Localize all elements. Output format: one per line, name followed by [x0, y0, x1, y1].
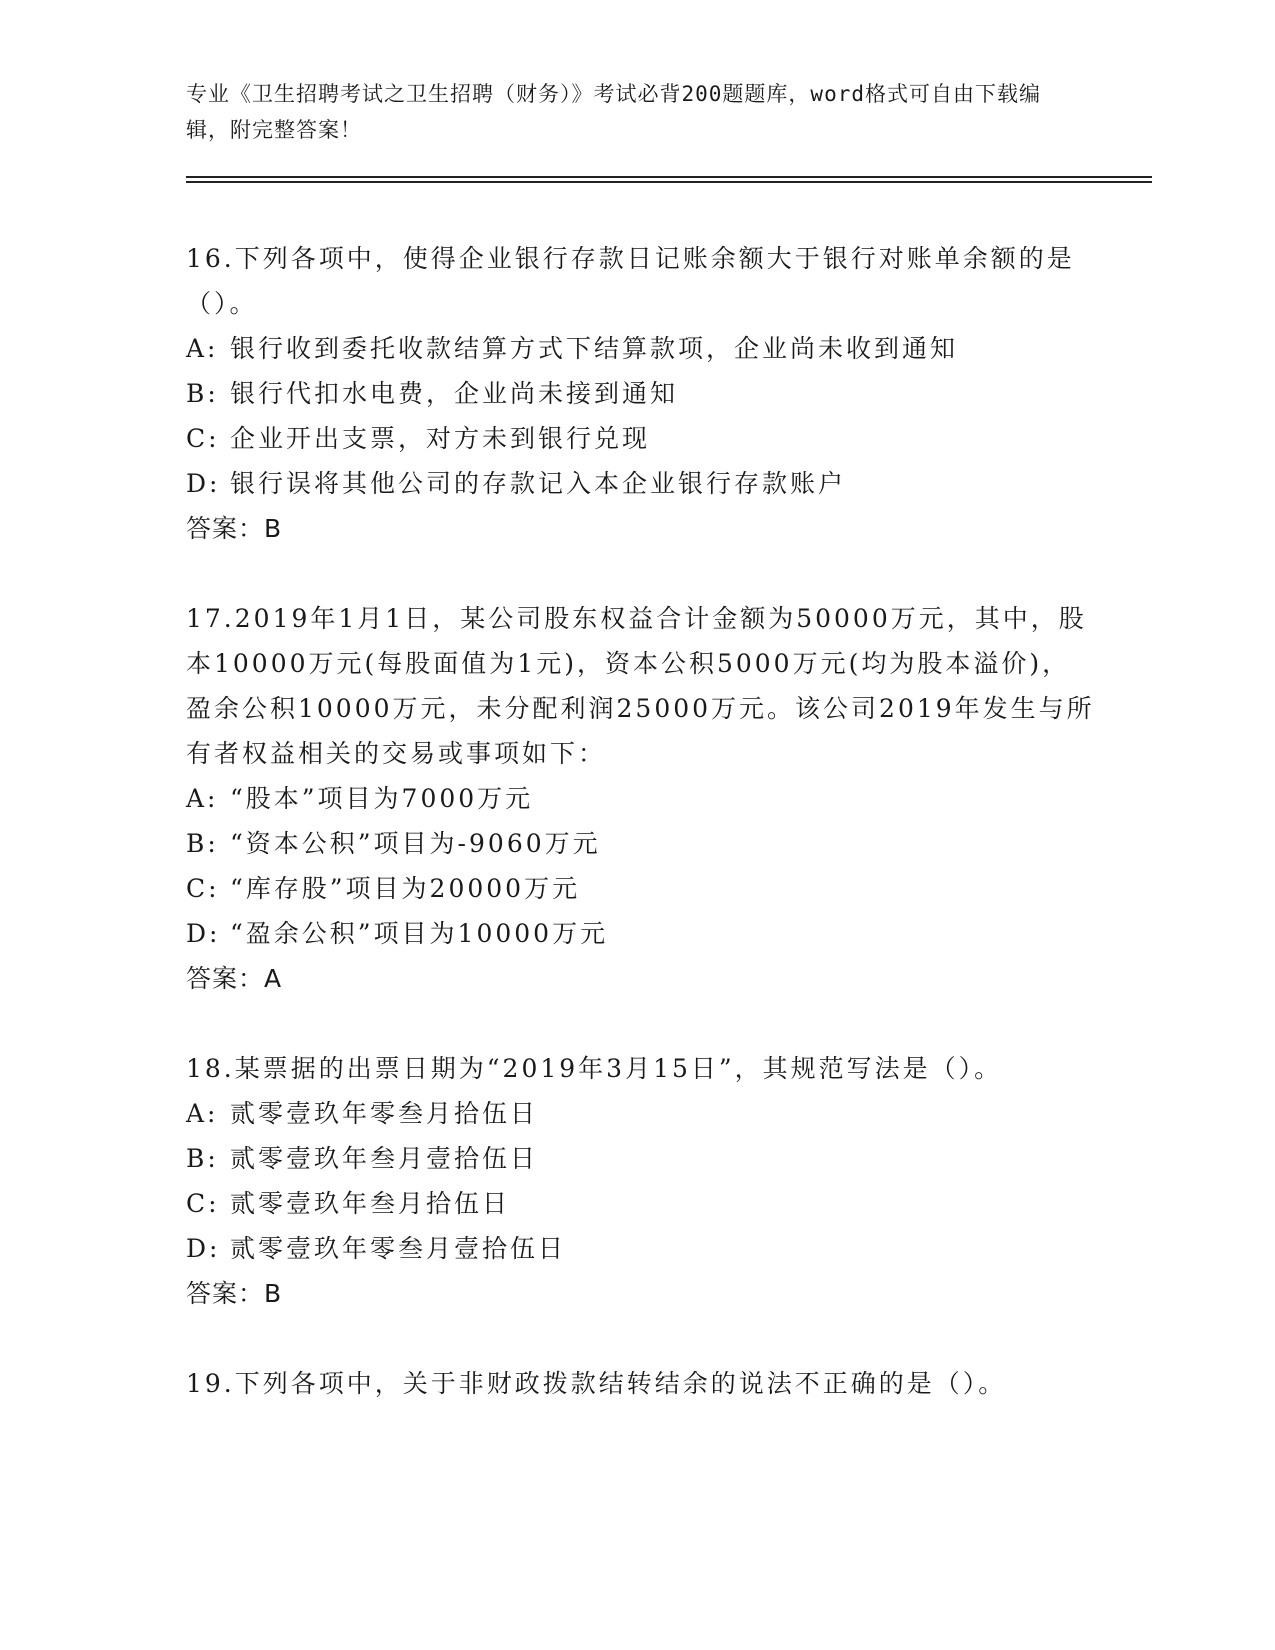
answer-label: 答案：B — [186, 514, 283, 543]
option-letter: C: — [186, 874, 220, 903]
header-divider-top — [186, 176, 1152, 178]
option-d — [186, 911, 1096, 956]
option-text: “盈余公积”项目为10000万元 — [230, 919, 609, 948]
option-d — [186, 1226, 1096, 1271]
option-letter: D: — [186, 1234, 221, 1263]
question-19 — [186, 1361, 1096, 1406]
question-stem: 16.下列各项中，使得企业银行存款日记账余额大于银行对账单余额的是（）。 — [186, 244, 1075, 318]
option-a — [186, 776, 1096, 821]
option-text: 贰零壹玖年叁月拾伍日 — [230, 1189, 511, 1218]
option-letter: A: — [186, 784, 219, 813]
answer-label: 答案：A — [186, 964, 283, 993]
answer-label: 答案：B — [186, 1279, 283, 1308]
option-a — [186, 326, 1096, 371]
option-b — [186, 821, 1096, 866]
option-d — [186, 461, 1096, 506]
question-16 — [186, 236, 1096, 551]
question-18 — [186, 1046, 1096, 1316]
question-stem: 18.某票据的出票日期为“2019年3月15日”，其规范写法是（）。 — [186, 1054, 1003, 1083]
option-letter: B: — [186, 379, 219, 408]
option-letter: C: — [186, 1189, 220, 1218]
option-text: “资本公积”项目为-9060万元 — [230, 829, 601, 858]
option-letter: B: — [186, 1144, 219, 1173]
option-letter: C: — [186, 424, 220, 453]
option-text: “库存股”项目为20000万元 — [230, 874, 581, 903]
header-divider-bottom — [186, 181, 1152, 183]
option-text: 银行收到委托收款结算方式下结算款项，企业尚未收到通知 — [230, 334, 959, 363]
question-stem: 19.下列各项中，关于非财政拨款结转结余的说法不正确的是（）。 — [186, 1369, 1007, 1398]
document-header: 专业《卫生招聘考试之卫生招聘（财务）》考试必背200题题库，word格式可自由下载编辑，附完整答案！ — [186, 82, 1041, 142]
option-text: 贰零壹玖年零叁月壹拾伍日 — [230, 1234, 567, 1263]
option-b — [186, 1136, 1096, 1181]
option-a — [186, 1091, 1096, 1136]
option-c — [186, 866, 1096, 911]
option-text: 贰零壹玖年零叁月拾伍日 — [230, 1099, 539, 1128]
option-letter: D: — [186, 469, 221, 498]
option-text: 银行代扣水电费，企业尚未接到通知 — [230, 379, 679, 408]
option-letter: B: — [186, 829, 219, 858]
option-letter: D: — [186, 919, 221, 948]
option-letter: A: — [186, 334, 219, 363]
question-list — [186, 236, 1096, 1451]
option-text: 银行误将其他公司的存款记入本企业银行存款账户 — [230, 469, 847, 498]
option-b — [186, 371, 1096, 416]
question-stem: 17.2019年1月1日，某公司股东权益合计金额为50000万元，其中，股本10000万元(每股面值为1元)，资本公积5000万元(均为股本溢价)，盈余公积10000万元，未分配利润25000万元。该公司2019年发生与所有者权益相关的交易或事项如下： — [186, 604, 1095, 768]
option-letter: A: — [186, 1099, 219, 1128]
option-text: 贰零壹玖年叁月壹拾伍日 — [230, 1144, 539, 1173]
option-c — [186, 1181, 1096, 1226]
option-text: “股本”项目为7000万元 — [230, 784, 534, 813]
option-text: 企业开出支票，对方未到银行兑现 — [230, 424, 651, 453]
question-17 — [186, 596, 1096, 1001]
option-c — [186, 416, 1096, 461]
